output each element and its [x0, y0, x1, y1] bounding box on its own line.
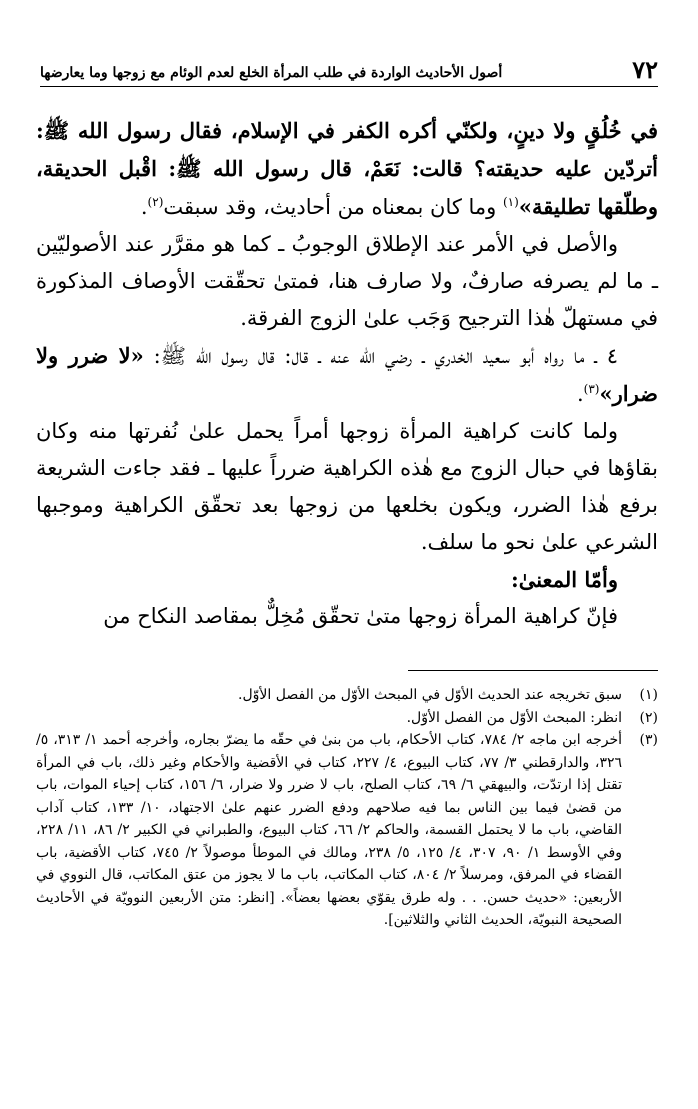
footnote-text: أخرجه ابن ماجه ٢/ ٧٨٤، كتاب الأحكام، باب من بنىٰ في حقّه ما يضرّ بجاره، وأخرجه أحمد ١/ ٣١٣، ٥/ ٣٢٦، والدارقطني ٣/ ٧٧، كتاب البيوع، ٤/ ٢٢٧، كتاب في الأقضية والأحكام وغير ذلك، باب في المرأة تقتل إذا ارتدّت، والبيهقي ٦/ ٦٩، كتاب الصلح، باب لا ضرر ولا ضرار، ٦/ ١٥٦، كتاب إحياء الموات، باب من قضىٰ فيما بين الناس بما فيه صلاحهم ودفع الضرر عنهم علىٰ الاجتهاد، ١٠/ ١٣٣، كتاب آداب القاضي، باب ما لا يحتمل القسمة، والحاكم ٢/ ٦٦، كتاب البيوع، والطبراني في الكبير ٢/ ٨٦، ١١/ ٢٢٨، وفي الأوسط ١/ ٩٠، ٣٠٧، ٤/ ١٢٥، ٥/ ٢٣٨، ومالك في الموطأ موصولاً ٢/ ٧٤٥، كتاب الأقضية، باب القضاء في المرفق، ومرسلاً ٢/ ٨٠٤، كتاب المكاتب، باب ما لا يجوز من عتق المكاتب، قال النووي في الأربعين: «حديث حسن. . . وله طرق يقوّي بعضها بعضاً». [انظر: متن الأربعين النوويّة في الأحاديث الصحيحة النبويّة، الحديث الثاني والثلاثين]. [36, 732, 623, 928]
page-number: ٧٢ [632, 55, 658, 84]
footnotes [36, 684, 658, 932]
footnote-divider [408, 670, 658, 671]
paragraph-3 [36, 337, 658, 413]
footnote-text: انظر: المبحث الأوّل من الفصل الأوّل. [406, 709, 622, 726]
footnote-item [36, 707, 658, 730]
footnote-text: سبق تخريجه عند الحديث الأوّل في المبحث الأوّل من الفصل الأوّل. [238, 687, 622, 703]
paragraph-1-text: وما كان بمعناه من أحاديث، وقد سبقت [163, 195, 503, 219]
footnote-ref-2: (٢) [147, 195, 164, 209]
paragraph-3-end: . [576, 382, 584, 406]
paragraph-1 [36, 112, 658, 226]
page-header [40, 56, 658, 87]
paragraph-3-text: ٤ ـ ما رواه أبو سعيد الخدري ـ رضي الله عنه ـ قال: قال رسول الله ﷺ: [143, 344, 618, 368]
hadith-quote-2: «لا ضرر ولا ضرار» [36, 343, 658, 406]
section-subheading: وأمّا المعنىٰ: [510, 567, 618, 592]
paragraph-5: فإنّ كراهية المرأة زوجها متىٰ تحقّق مُخِلٌّ بمقاصد النكاح من [103, 604, 618, 628]
main-text [36, 112, 658, 635]
footnote-number: (٢) [639, 709, 658, 726]
footnote-item [36, 729, 658, 932]
footnote-number: (٣) [639, 732, 658, 748]
running-title: أصول الأحاديث الواردة في طلب المرأة الخلع لعدم الوئام مع زوجها وما يعارضها [40, 65, 503, 81]
footnote-ref-3: (٣) [583, 382, 600, 396]
footnote-number: (١) [639, 687, 658, 703]
footnote-ref-1: (١) [502, 195, 519, 209]
footnote-item [36, 684, 658, 707]
paragraph-2: والأصل في الأمر عند الإطلاق الوجوبُ ـ كما هو مقرَّر عند الأصوليّين ـ ما لم يصرفه صارفٌ، ولا صارف هنا، فمتىٰ تحقّقت الأوصاف المذكورة في مستهلّ هٰذا الترجيح وَجَب علىٰ الزوج الفرقة. [36, 232, 658, 330]
paragraph-4: ولما كانت كراهية المرأة زوجها أمراً يحمل علىٰ نُفرتها منه وكان بقاؤها في حبال الزوج مع هٰذه الكراهية ضرراً عليها ـ فقد جاءت الشريعة برفع هٰذا الضرر، ويكون بخلعها من زوجها بعد تحقّق الكراهية وموجبها الشرعي علىٰ نحو ما سلف. [36, 419, 658, 554]
paragraph-1-end: . [140, 195, 148, 219]
hadith-quote: في خُلُقٍ ولا دينٍ، ولكنّي أكره الكفر في الإسلام، فقال رسول الله ﷺ: أتردّين عليه حديقته؟ قالت: نَعَمْ، قال رسول الله ﷺ: اقْبل الحديقة، وطلّقها تطليقة» [36, 118, 658, 219]
